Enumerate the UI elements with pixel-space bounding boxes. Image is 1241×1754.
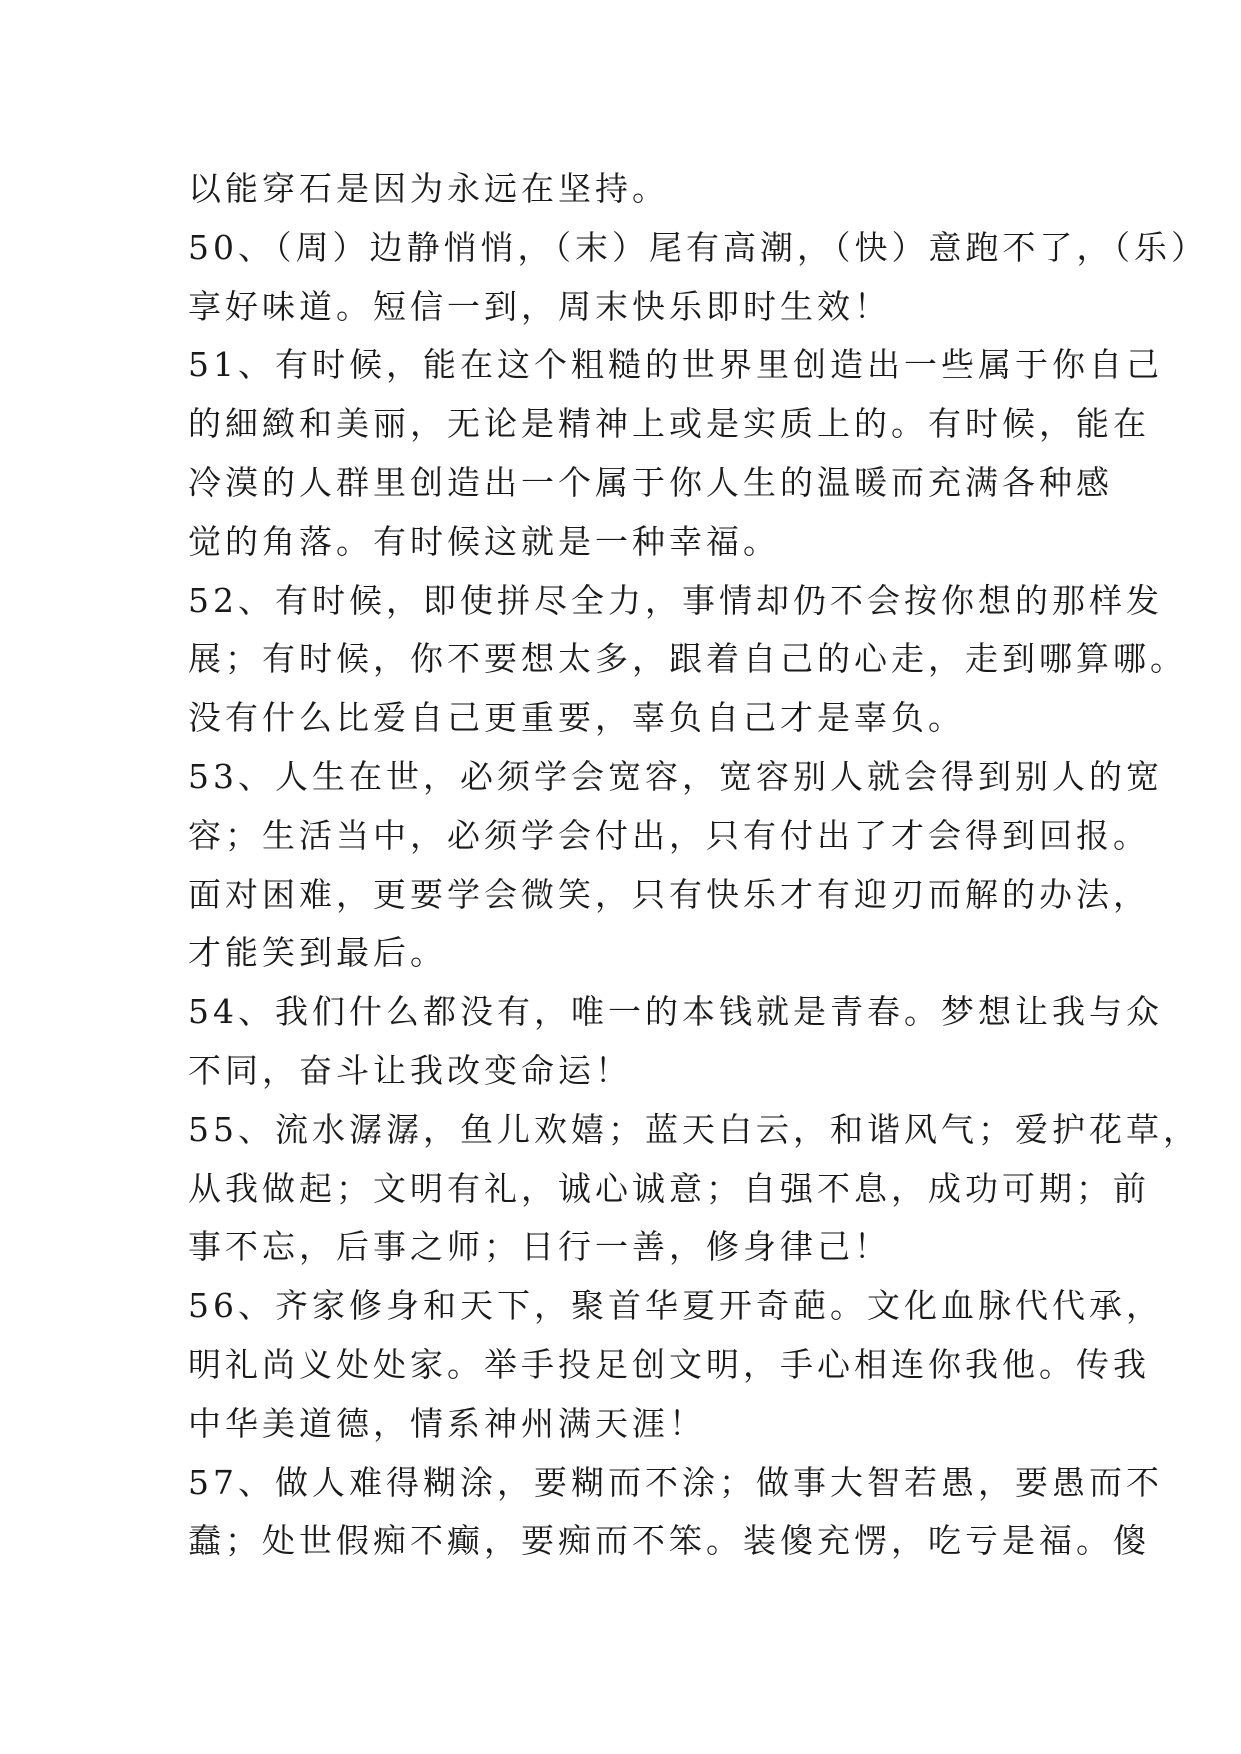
text-line: 51、有时候，能在这个粗糙的世界里创造出一些属于你自己 bbox=[188, 345, 1163, 385]
text-line: 53、人生在世，必须学会宽容，宽容别人就会得到别人的宽 bbox=[188, 756, 1163, 796]
text-line: 57、做人难得糊涂，要糊而不涂；做事大智若愚，要愚而不 bbox=[188, 1462, 1163, 1502]
text-line: 享好味道。短信一到，周末快乐即时生效！ bbox=[188, 286, 891, 326]
text-line: 展；有时候，你不要想太多，跟着自己的心走，走到哪算哪。 bbox=[188, 639, 1187, 679]
text-line: 容；生活当中，必须学会付出，只有付出了才会得到回报。 bbox=[188, 815, 1150, 855]
text-line: 50、（周）边静悄悄，（末）尾有高潮，（快）意跑不了，（乐） bbox=[188, 227, 1208, 267]
text-line: 54、我们什么都没有，唯一的本钱就是青春。梦想让我与众 bbox=[188, 992, 1163, 1032]
text-line: 从我做起；文明有礼，诚心诚意；自强不息，成功可期；前 bbox=[188, 1168, 1150, 1208]
document-body bbox=[188, 160, 1208, 1571]
text-line: 的細緻和美丽，无论是精神上或是实质上的。有时候，能在 bbox=[188, 404, 1150, 444]
text-line: 56、齐家修身和天下，聚首华夏开奇葩。文化血脉代代承， bbox=[188, 1286, 1163, 1326]
text-line: 才能笑到最后。 bbox=[188, 933, 447, 973]
text-line: 不同，奋斗让我改变命运！ bbox=[188, 1050, 632, 1090]
text-line: 面对困难，更要学会微笑，只有快乐才有迎刃而解的办法， bbox=[188, 874, 1150, 914]
text-line: 事不忘，后事之师；日行一善，修身律己！ bbox=[188, 1227, 891, 1267]
text-line: 觉的角落。有时候这就是一种幸福。 bbox=[188, 521, 780, 561]
text-line: 冷漠的人群里创造出一个属于你人生的温暖而充满各种感 bbox=[188, 462, 1113, 502]
text-line: 明礼尚义处处家。举手投足创文明，手心相连你我他。传我 bbox=[188, 1344, 1150, 1384]
text-line: 以能穿石是因为永远在坚持。 bbox=[188, 169, 669, 208]
text-line: 55、流水潺潺，鱼儿欢嬉；蓝天白云，和谐风气；爱护花草， bbox=[188, 1109, 1200, 1149]
text-line: 中华美道德，情系神州满天涯！ bbox=[188, 1403, 706, 1443]
text-line: 没有什么比爱自己更重要，辜负自己才是辜负。 bbox=[188, 698, 965, 738]
text-line: 蠢；处世假痴不癫，要痴而不笨。装傻充愣，吃亏是福。傻 bbox=[188, 1521, 1150, 1561]
text-line: 52、有时候，即使拼尽全力，事情却仍不会按你想的那样发 bbox=[188, 580, 1163, 620]
